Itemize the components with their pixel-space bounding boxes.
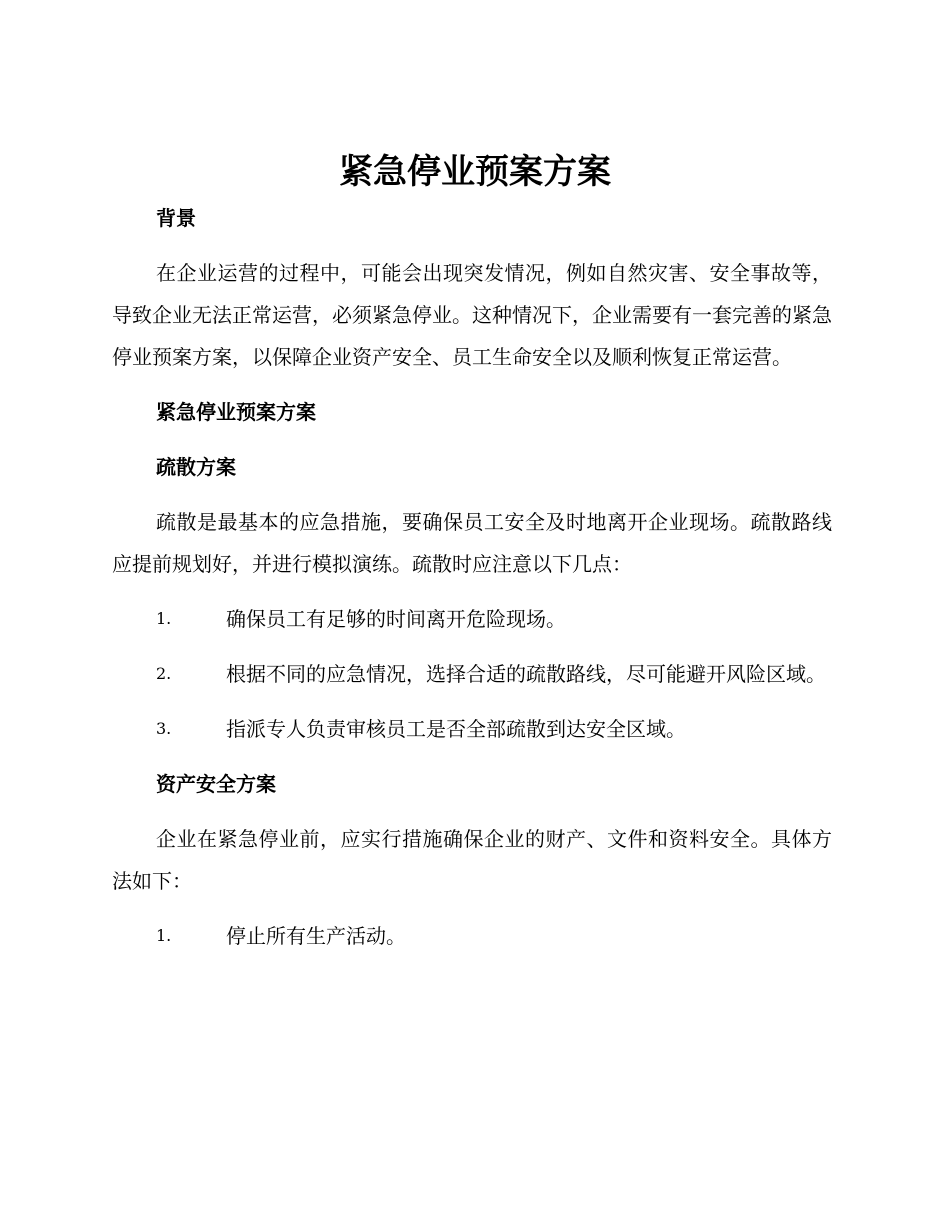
background-paragraph: 在企业运营的过程中，可能会出现突发情况，例如自然灾害、安全事故等，导致企业无法正常运营，必须紧急停业。这种情况下，企业需要有一套完善的紧急停业预案方案，以保障企业资产安全、员工生命安全以及顺利恢复正常运营。 bbox=[112, 261, 832, 369]
list-item bbox=[112, 653, 832, 695]
document-title: 紧急停业预案方案 bbox=[339, 152, 611, 192]
list-item bbox=[112, 915, 832, 957]
list-item-text: 根据不同的应急情况，选择合适的疏散路线，尽可能避开风险区域。 bbox=[226, 662, 826, 686]
list-item-number: 3. bbox=[156, 719, 172, 738]
list-item-number: 1. bbox=[156, 926, 172, 945]
section-heading-evacuation: 疏散方案 bbox=[156, 455, 236, 479]
evacuation-paragraph: 疏散是最基本的应急措施，要确保员工安全及时地离开企业现场。疏散路线应提前规划好，并进行模拟演练。疏散时应注意以下几点： bbox=[112, 510, 832, 576]
section-heading-background: 背景 bbox=[156, 206, 196, 230]
list-item-text: 确保员工有足够的时间离开危险现场。 bbox=[226, 607, 566, 631]
document-body bbox=[112, 197, 832, 970]
list-item-text: 停止所有生产活动。 bbox=[226, 924, 406, 948]
assets-paragraph: 企业在紧急停业前，应实行措施确保企业的财产、文件和资料安全。具体方法如下： bbox=[112, 827, 832, 893]
list-item-text: 指派专人负责审核员工是否全部疏散到达安全区域。 bbox=[226, 717, 686, 741]
list-item bbox=[112, 708, 832, 750]
list-item bbox=[112, 598, 832, 640]
list-item-number: 2. bbox=[156, 664, 172, 683]
section-heading-plan: 紧急停业预案方案 bbox=[156, 400, 316, 424]
list-item-number: 1. bbox=[156, 609, 172, 628]
section-heading-assets: 资产安全方案 bbox=[156, 772, 276, 796]
